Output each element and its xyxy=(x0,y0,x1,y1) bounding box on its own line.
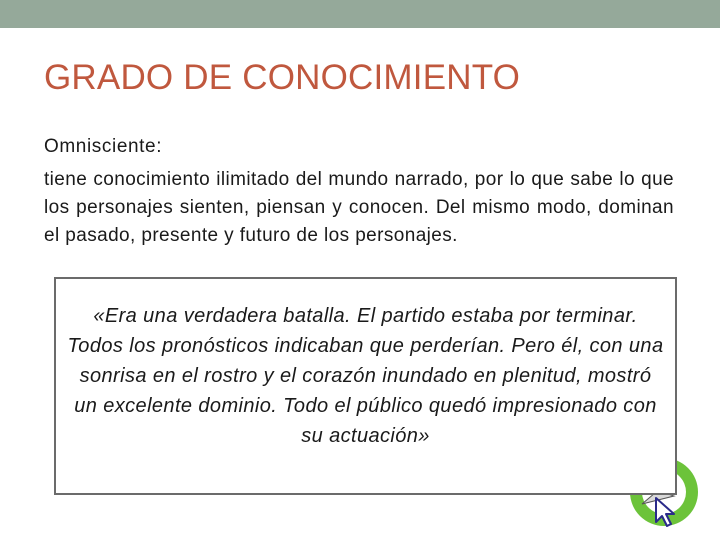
term-label: Omnisciente: xyxy=(44,136,163,157)
slide-title: GRADO DE CONOCIMIENTO xyxy=(44,58,521,97)
definition-text: tiene conocimiento ilimitado del mundo narrado, por lo que sabe lo que los personajes sienten, piensan y conocen. Del mismo modo, dominan el pasado, presente y futuro de los personajes. xyxy=(44,169,674,246)
quote-text: «Era una verdadera batalla. El partido estaba por terminar. Todos los pronósticos indicaban que perderían. Pero él, con una sonrisa en el rostro y el corazón inundado en plenitud, mostró un excelente dominio. Todo el público quedó impresionado con su actuación» xyxy=(67,305,664,447)
quote-box xyxy=(54,277,677,495)
top-bar xyxy=(0,0,720,28)
